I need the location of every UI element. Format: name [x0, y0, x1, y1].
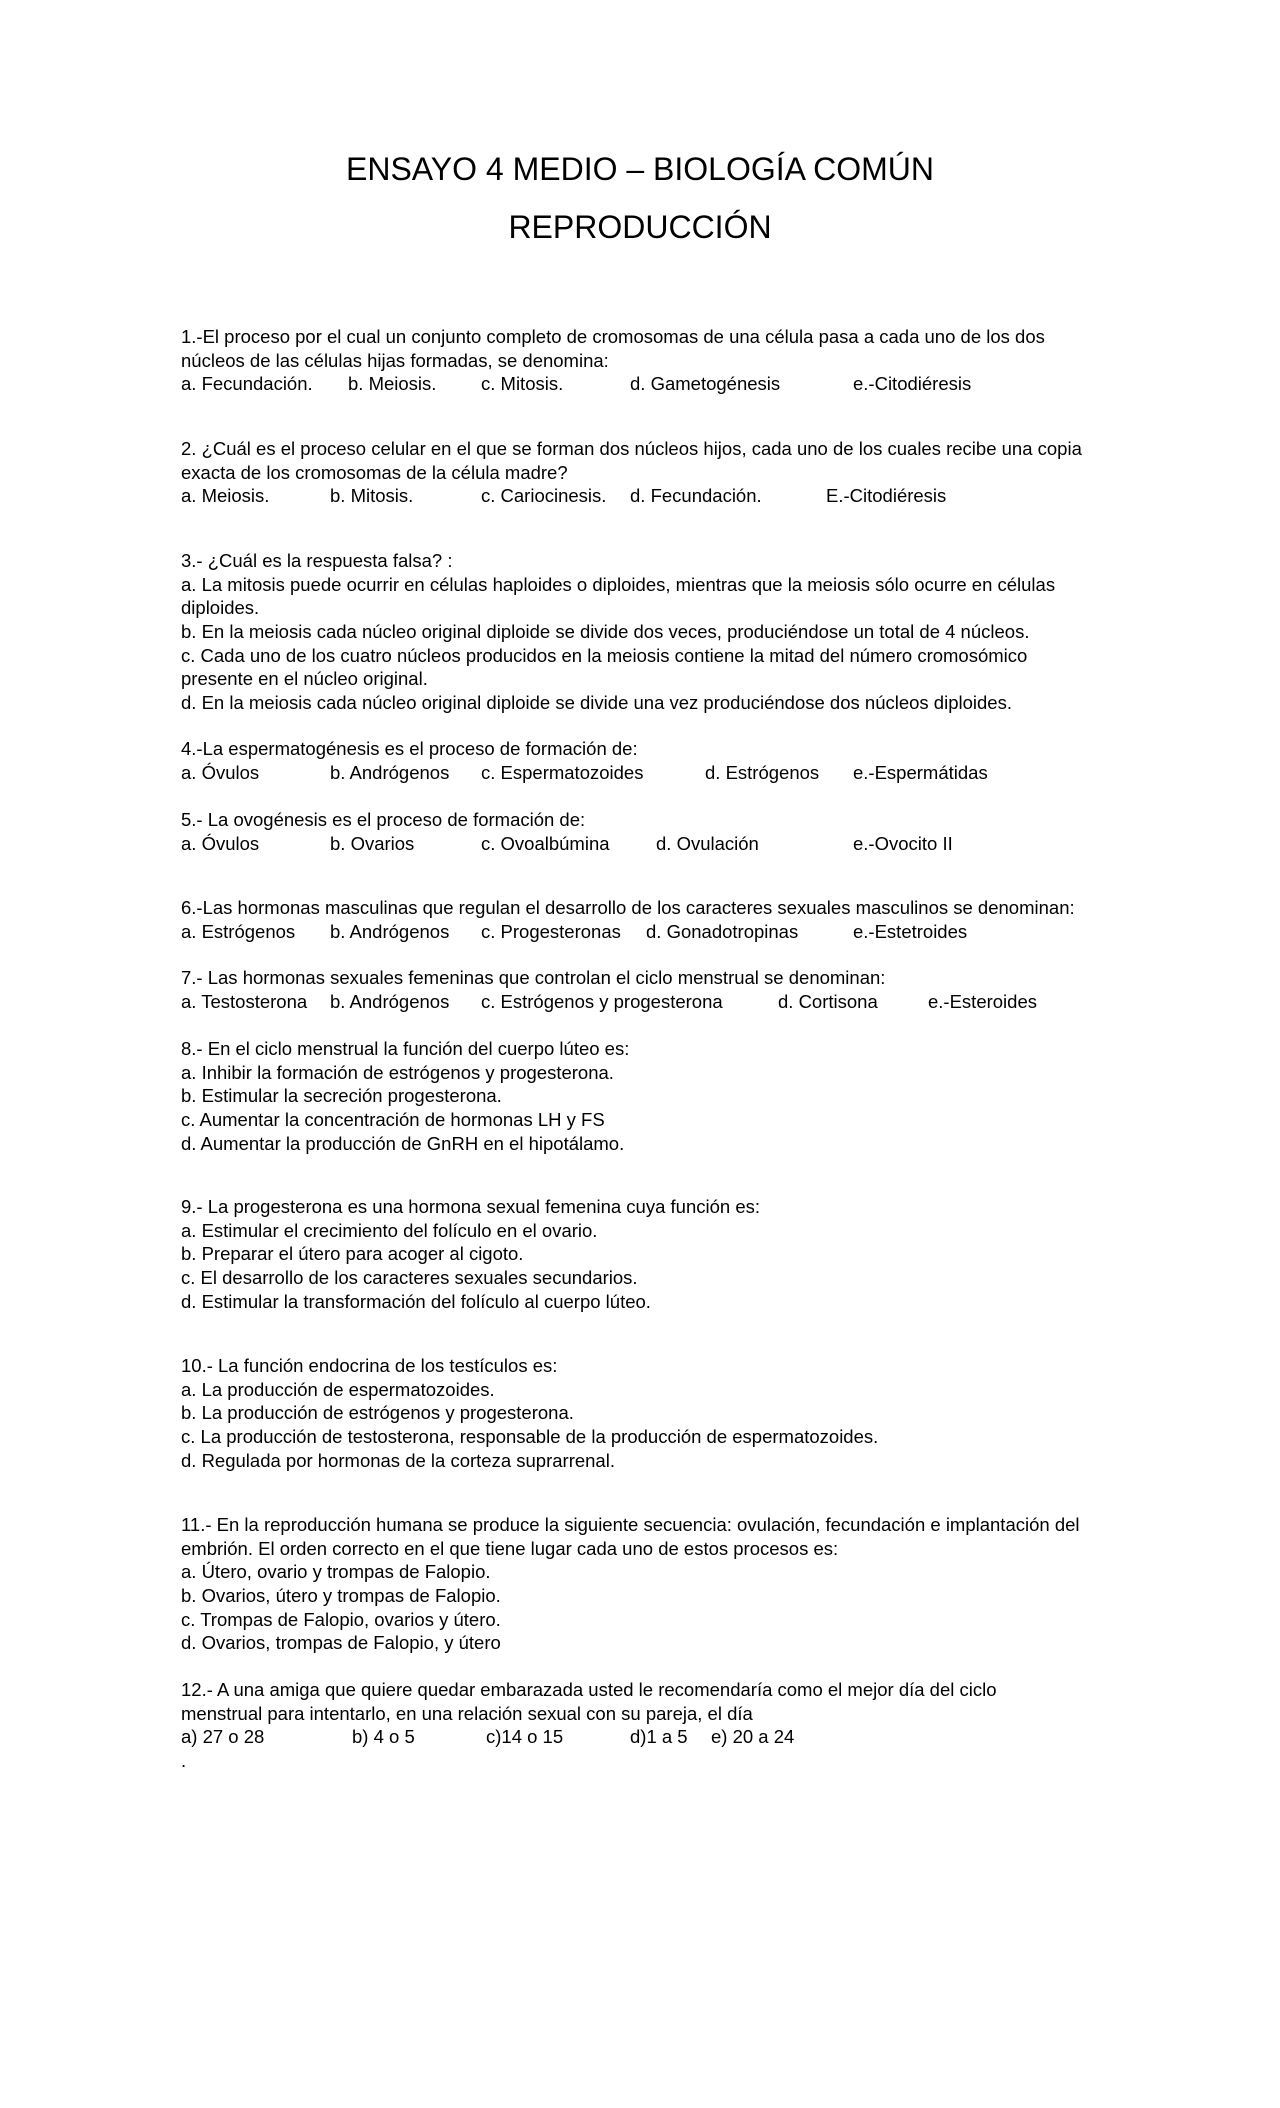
option-e: e.-Ovocito II	[853, 832, 953, 854]
answer-line: a. Útero, ovario y trompas de Falopio.	[181, 1561, 491, 1583]
option-d: d. Cortisona	[778, 990, 878, 1012]
answer-line: d. Aumentar la producción de GnRH en el hipotálamo.	[181, 1132, 625, 1154]
option-e: E.-Citodiéresis	[826, 485, 947, 507]
question-stem: 12.- A una amiga que quiere quedar embarazada usted le recomendaría como el mejor día del ciclo	[181, 1679, 997, 1700]
option-c: c. Estrógenos y progesterona	[481, 990, 723, 1012]
question-stem: exacta de los cromosomas de la célula madre?	[181, 461, 568, 483]
option-e: e.-Espermátidas	[853, 761, 988, 783]
option-c: c. Cariocinesis.	[481, 485, 607, 507]
question-stem: menstrual para intentarlo, en una relación sexual con su pareja, el día	[181, 1702, 753, 1724]
options-row	[181, 484, 1111, 508]
option-b: b) 4 o 5	[352, 1726, 415, 1748]
question-2	[181, 437, 1111, 508]
option-b: b. Andrógenos	[330, 920, 450, 942]
document-title: ENSAYO 4 MEDIO – BIOLOGÍA COMÚN	[346, 151, 934, 187]
option-d: d)1 a 5	[630, 1726, 688, 1748]
option-e: e.-Estetroides	[853, 920, 968, 942]
question-stem: núcleos de las células hijas formadas, se denomina:	[181, 349, 609, 371]
option-e: e.-Citodiéresis	[853, 373, 972, 395]
option-c: c. Progesteronas	[481, 920, 621, 942]
question-stem: 8.- En el ciclo menstrual la función del cuerpo lúteo es:	[181, 1038, 630, 1059]
answer-line: d. En la meiosis cada núcleo original diploide se divide una vez produciéndose dos núcleos diploides.	[181, 692, 1012, 714]
options-row	[181, 761, 1111, 785]
answer-line: c. El desarrollo de los caracteres sexuales secundarios.	[181, 1267, 638, 1289]
question-4	[181, 737, 1111, 784]
document-subtitle: REPRODUCCIÓN	[508, 209, 772, 245]
option-a: a. Óvulos	[181, 832, 260, 854]
option-b: b. Andrógenos	[330, 990, 450, 1012]
options-row	[181, 990, 1111, 1014]
option-e: e.-Esteroides	[928, 990, 1037, 1012]
option-d: d. Gonadotropinas	[646, 920, 799, 942]
option-a: a. Óvulos	[181, 761, 260, 783]
question-12	[181, 1678, 1111, 1773]
option-a: a) 27 o 28	[181, 1726, 265, 1748]
answer-line: c. Trompas de Falopio, ovarios y útero.	[181, 1608, 501, 1630]
question-stem: 5.- La ovogénesis es el proceso de formación de:	[181, 809, 586, 830]
question-stem: 6.-Las hormonas masculinas que regulan el desarrollo de los caracteres sexuales masculinos se denominan:	[181, 897, 1075, 918]
answer-line: b. Ovarios, útero y trompas de Falopio.	[181, 1585, 501, 1607]
answer-line: a. Inhibir la formación de estrógenos y progesterona.	[181, 1061, 614, 1083]
answer-line: c. Aumentar la concentración de hormonas LH y FS	[181, 1109, 605, 1131]
question-stem: embrión. El orden correcto en el que tiene lugar cada uno de estos procesos es:	[181, 1537, 839, 1559]
answer-line: d. Regulada por hormonas de la corteza suprarrenal.	[181, 1449, 615, 1471]
question-stem: 2. ¿Cuál es el proceso celular en el que se forman dos núcleos hijos, cada uno de los cuales recibe una copia	[181, 438, 1082, 459]
question-stem: 4.-La espermatogénesis es el proceso de formación de:	[181, 738, 638, 759]
question-9	[181, 1195, 1111, 1313]
question-7	[181, 966, 1111, 1013]
option-c: c. Espermatozoides	[481, 761, 644, 783]
option-b: b. Ovarios	[330, 832, 415, 854]
answer-line: c. Cada uno de los cuatro núcleos producidos en la meiosis contiene la mitad del número cromosómico	[181, 644, 1028, 666]
answer-line: b. La producción de estrógenos y progesterona.	[181, 1402, 574, 1424]
answer-line: a. La producción de espermatozoides.	[181, 1378, 495, 1400]
question-8	[181, 1037, 1111, 1155]
question-stem: 7.- Las hormonas sexuales femeninas que controlan el ciclo menstrual se denominan:	[181, 967, 886, 988]
option-b: b. Meiosis.	[348, 373, 437, 395]
option-e: e) 20 a 24	[711, 1726, 795, 1748]
option-b: b. Mitosis.	[330, 485, 414, 507]
question-stem: 3.- ¿Cuál es la respuesta falsa? :	[181, 550, 453, 571]
question-1	[181, 325, 1111, 396]
option-a: a. Meiosis.	[181, 485, 270, 507]
question-6	[181, 896, 1111, 943]
answer-line: d. Ovarios, trompas de Falopio, y útero	[181, 1632, 501, 1654]
trailing-period: .	[181, 1750, 187, 1772]
option-c: c. Ovoalbúmina	[481, 832, 610, 854]
option-a: a. Estrógenos	[181, 920, 296, 942]
question-stem: 1.-El proceso por el cual un conjunto completo de cromosomas de una célula pasa a cada uno de los dos	[181, 326, 1045, 347]
option-a: a. Testosterona	[181, 990, 308, 1012]
question-5	[181, 808, 1111, 855]
question-stem: 11.- En la reproducción humana se produce la siguiente secuencia: ovulación, fecundación e implantación del	[181, 1514, 1080, 1535]
answer-line: c. La producción de testosterona, responsable de la producción de espermatozoides.	[181, 1426, 879, 1448]
option-d: d. Ovulación	[656, 832, 759, 854]
options-row	[181, 1725, 1111, 1749]
answer-line: b. En la meiosis cada núcleo original diploide se divide dos veces, produciéndose un total de 4 núcleos.	[181, 621, 1030, 643]
option-b: b. Andrógenos	[330, 761, 450, 783]
question-10	[181, 1354, 1111, 1472]
options-row	[181, 372, 1111, 396]
question-11	[181, 1513, 1111, 1655]
answer-line: presente en el núcleo original.	[181, 668, 428, 690]
answer-line: b. Preparar el útero para acoger al cigoto.	[181, 1243, 524, 1265]
options-row	[181, 920, 1111, 944]
question-stem: 10.- La función endocrina de los testículos es:	[181, 1355, 558, 1376]
option-d: d. Fecundación.	[630, 485, 762, 507]
question-3	[181, 549, 1111, 715]
option-a: a. Fecundación.	[181, 373, 313, 395]
option-c: c)14 o 15	[486, 1726, 564, 1748]
option-d: d. Estrógenos	[705, 761, 820, 783]
answer-line: b. Estimular la secreción progesterona.	[181, 1085, 502, 1107]
answer-line: d. Estimular la transformación del folículo al cuerpo lúteo.	[181, 1290, 651, 1312]
options-row	[181, 832, 1111, 856]
option-d: d. Gametogénesis	[630, 373, 781, 395]
option-c: c. Mitosis.	[481, 373, 564, 395]
answer-line: a. La mitosis puede ocurrir en células haploides o diploides, mientras que la meiosis sólo ocurre en células	[181, 573, 1056, 595]
answer-line: a. Estimular el crecimiento del folículo en el ovario.	[181, 1219, 598, 1241]
answer-line: diploides.	[181, 597, 260, 619]
question-stem: 9.- La progesterona es una hormona sexual femenina cuya función es:	[181, 1196, 761, 1217]
